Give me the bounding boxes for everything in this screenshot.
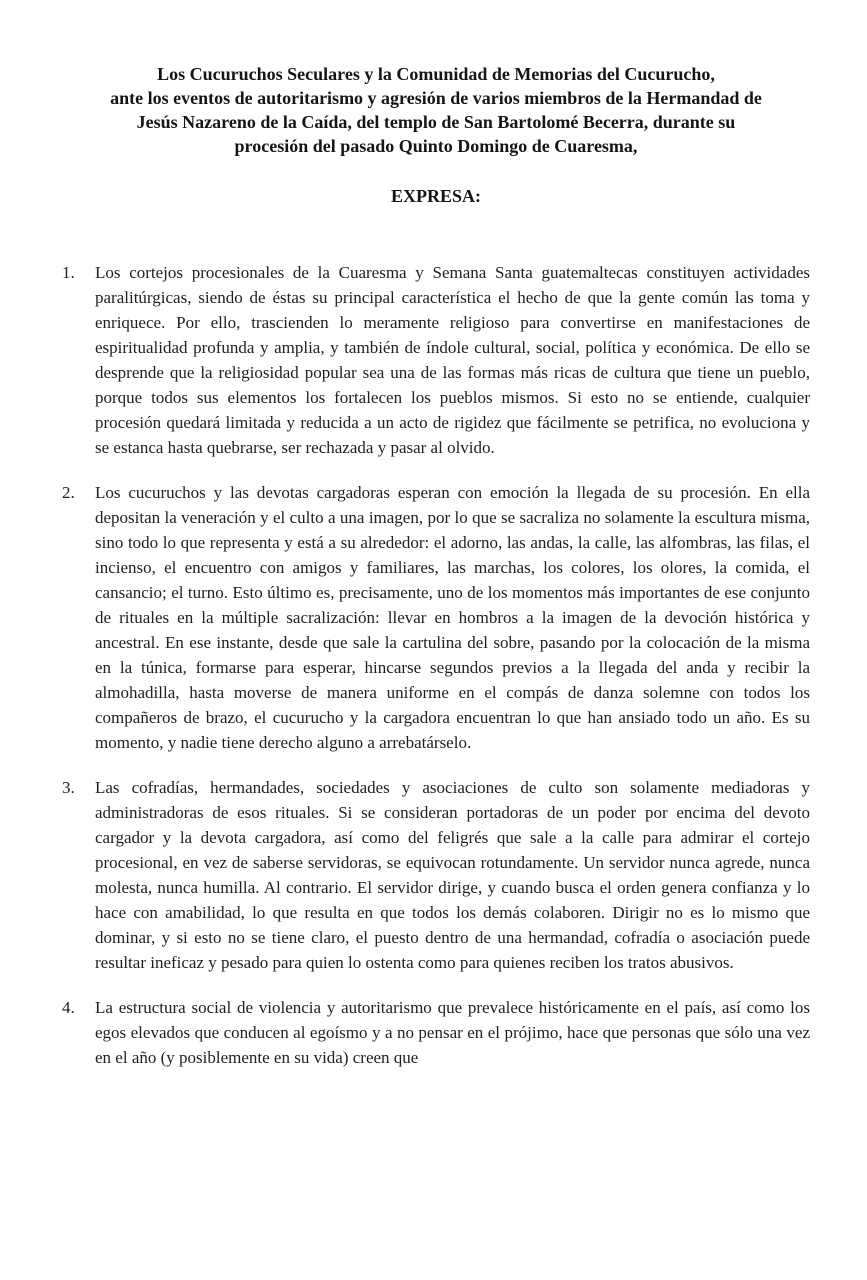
document-title-line: Jesús Nazareno de la Caída, del templo de San Bartolomé Becerra, durante su (136, 112, 736, 132)
document-title-line: Los Cucuruchos Seculares y la Comunidad de Memorias del Cucurucho, (157, 64, 715, 84)
item-text: Los cucuruchos y las devotas cargadoras esperan con emoción la llegada de su procesión. En ella depositan la veneración y el culto a una imagen, por lo que se sacraliza no solamente la escultura misma, sino todo lo que representa y está a su alrededor: el adorno, las andas, la calle, las alfombras, las filas, el incienso, el encuentro con amigos y familiares, las marchas, los colores, los olores, la comida, el cansancio; el turno. Esto último es, precisamente, uno de los momentos más importantes de ese conjunto de rituales en la múltiple sacralización: llevar en hombros a la imagen de la devoción histórica y ancestral. En ese instante, desde que sale la cartulina del sobre, pasando por la colocación de la misma en la túnica, formarse para esperar, hincarse segundos previos a la llegada del anda y recibir la almohadilla, hasta moverse de manera uniforme en el compás de danza solemne con todos los compañeros de brazo, el cucurucho y la cargadora encuentran lo que han ansiado todo un año. Es su momento, y nadie tiene derecho alguno a arrebatárselo. (95, 483, 810, 752)
list-item (62, 995, 810, 1070)
item-text: Las cofradías, hermandades, sociedades y asociaciones de culto son solamente mediadoras y administradoras de esos rituales. Si se consideran portadoras de un poder por encima del devoto cargador y la devota cargadora, así como del feligrés que sale a la calle para admirar el cortejo procesional, en vez de saberse servidoras, se equivocan rotundamente. Un servidor nunca agrede, nunca molesta, nunca humilla. Al contrario. El servidor dirige, y cuando busca el orden genera confianza y lo hace con amabilidad, lo que resulta en que todos los demás colaboren. Dirigir no es lo mismo que dominar, y si esto no se tiene claro, el puesto dentro de una hermandad, cofradía o asociación puede resultar ineficaz y pesado para quien lo ostenta como para quienes reciben los tratos abusivos. (95, 778, 810, 972)
item-number: 2. (62, 483, 75, 502)
list-item (62, 260, 810, 460)
document-title (30, 62, 842, 158)
item-text: La estructura social de violencia y autoritarismo que prevalece históricamente en el país, así como los egos elevados que conducen al egoísmo y a no pensar en el prójimo, hace que personas que sólo una vez en el año (y posiblemente en su vida) creen que (95, 998, 810, 1067)
item-number: 1. (62, 263, 75, 282)
expresa-heading: EXPRESA: (390, 186, 481, 206)
document-title-line: procesión del pasado Quinto Domingo de Cuaresma, (234, 136, 638, 156)
document-title-line: ante los eventos de autoritarismo y agresión de varios miembros de la Hermandad de (110, 88, 762, 108)
list-item (62, 775, 810, 975)
numbered-list (62, 260, 810, 1070)
list-item (62, 480, 810, 755)
item-number: 4. (62, 998, 75, 1017)
item-number: 3. (62, 778, 75, 797)
item-text: Los cortejos procesionales de la Cuaresma y Semana Santa guatemaltecas constituyen actividades paralitúrgicas, siendo de éstas su principal característica el hecho de que la gente común las toma y enriquece. Por ello, trascienden lo meramente religioso para convertirse en manifestaciones de espiritualidad profunda y amplia, y también de índole cultural, social, política y económica. De ello se desprende que la religiosidad popular sea una de las formas más ricas de cultura que tiene un pueblo, porque todos sus elementos los fortalecen los pueblos mismos. Si esto no se entiende, cualquier procesión quedará limitada y reducida a un acto de rigidez que fácilmente se petrifica, no evoluciona y se estanca hasta quebrarse, ser rechazada y pasar al olvido. (95, 263, 810, 457)
